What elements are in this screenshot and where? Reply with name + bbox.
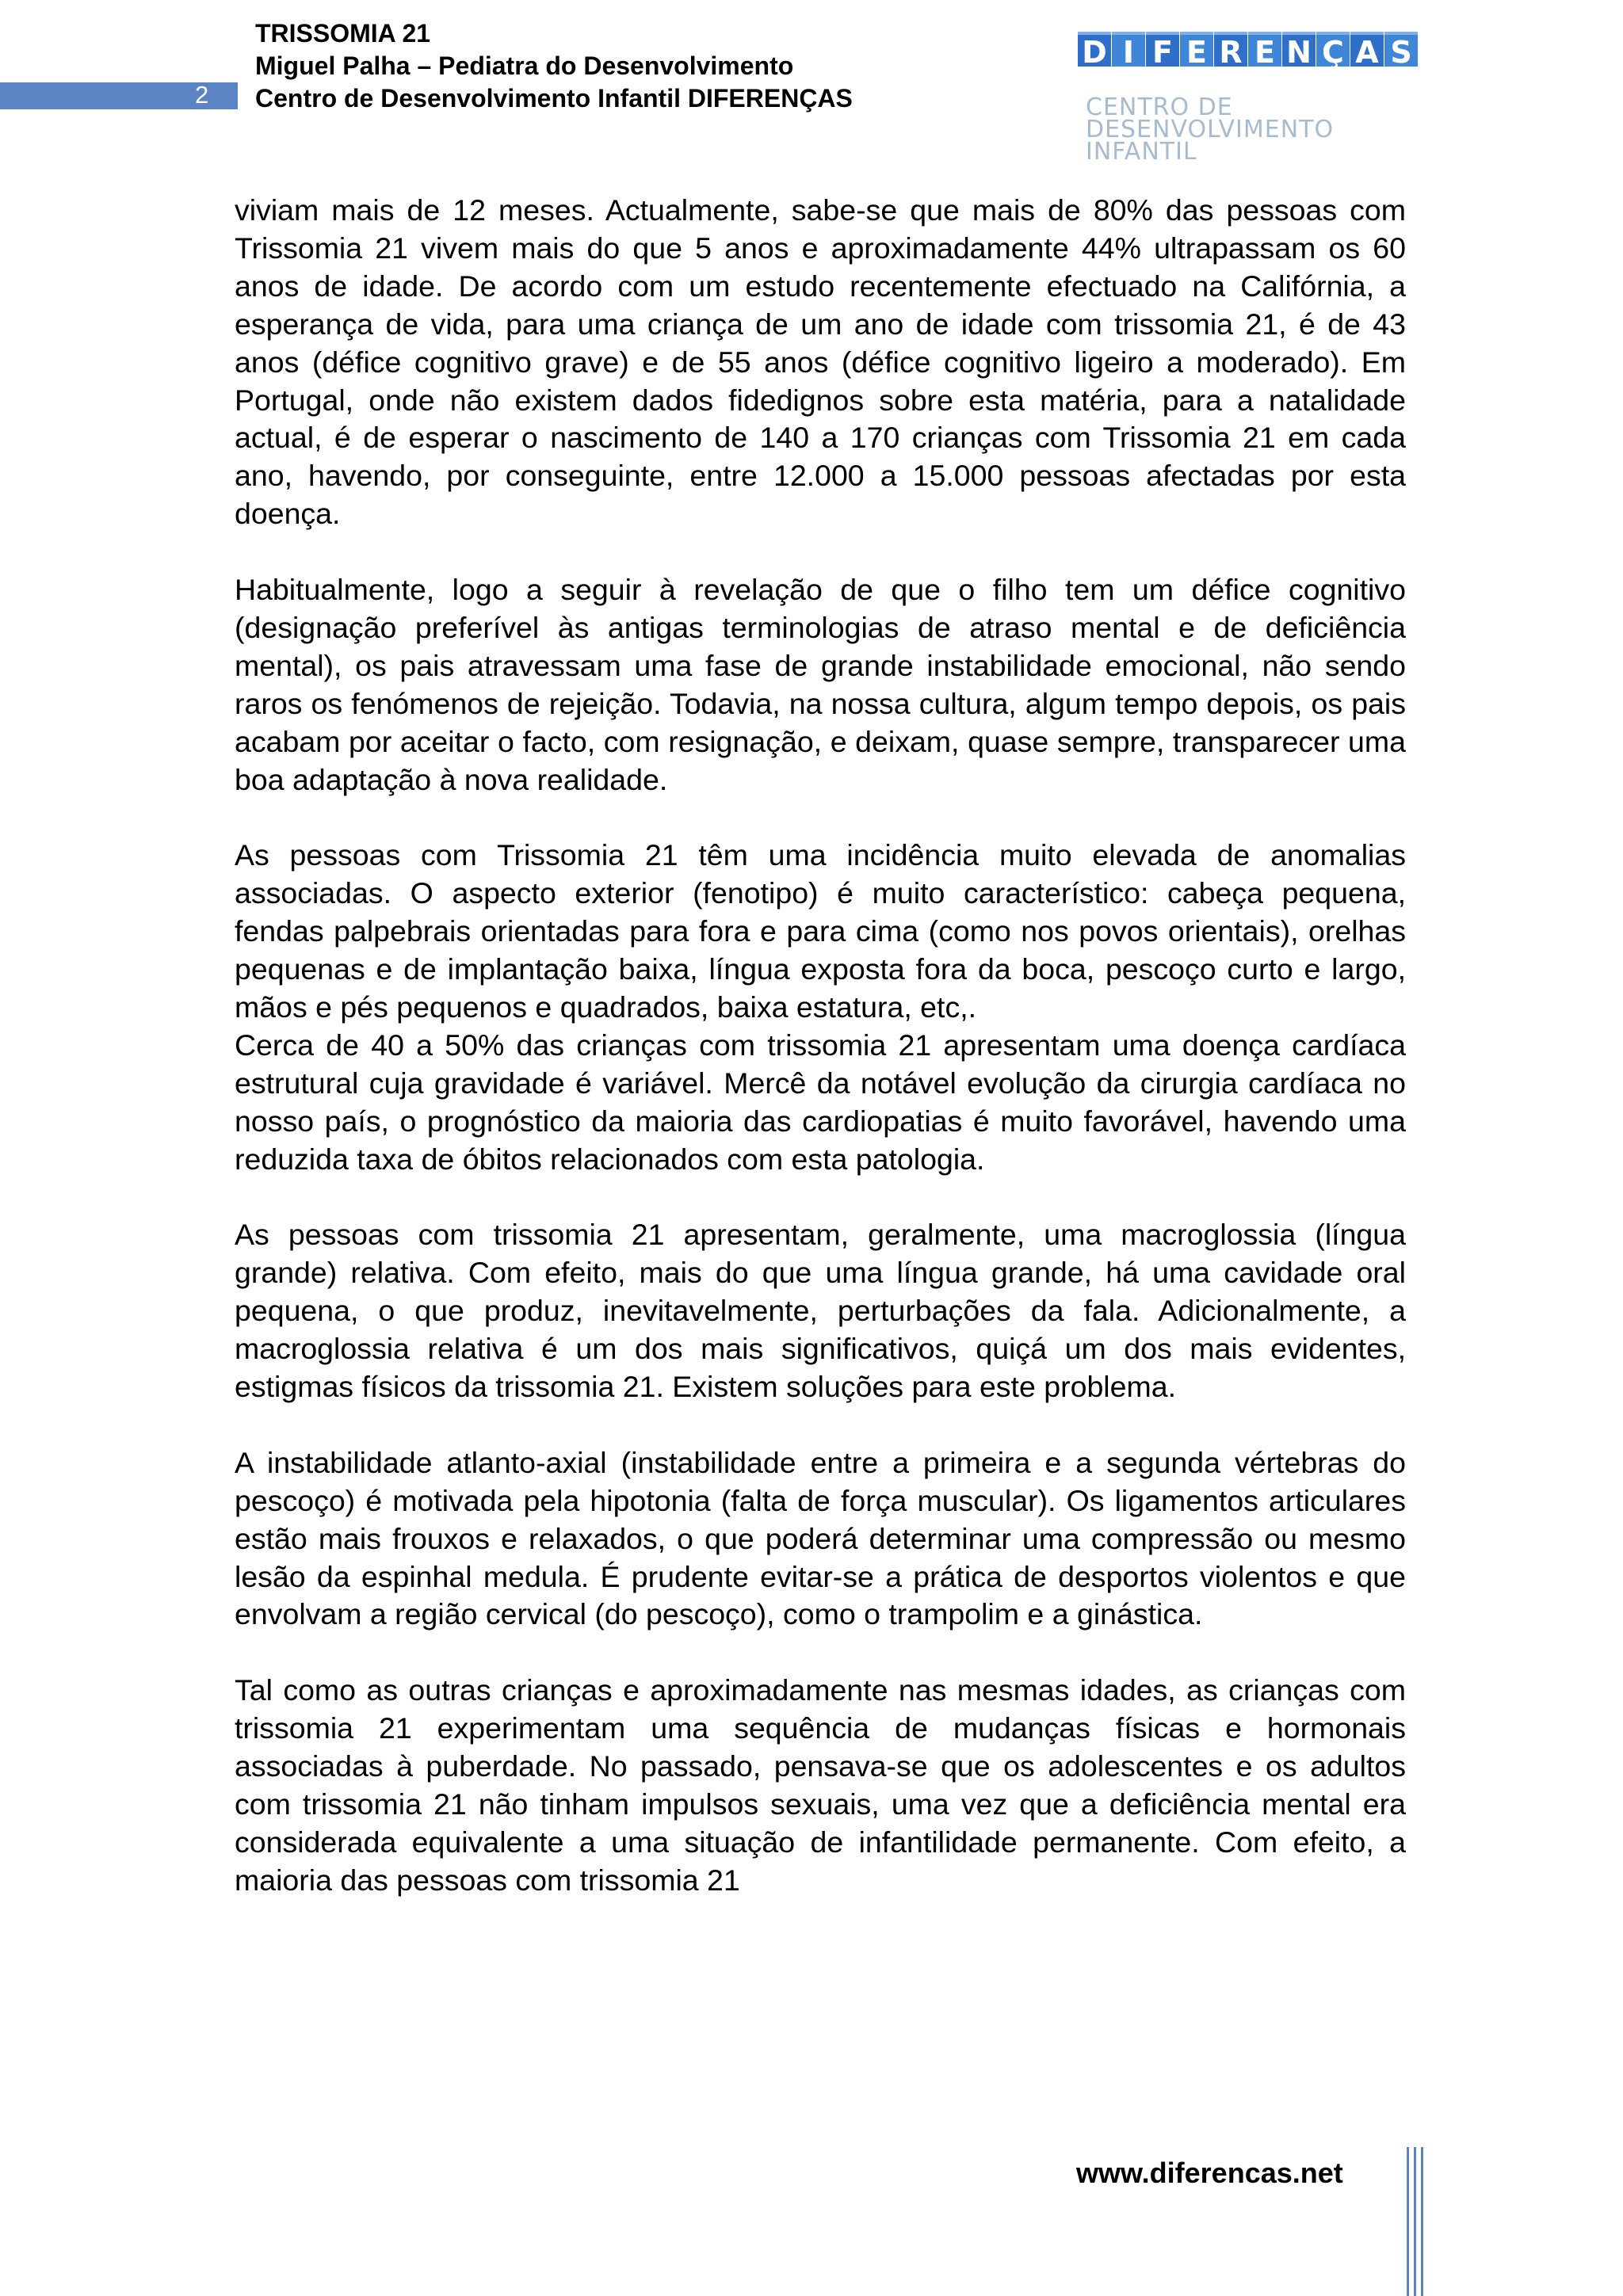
logo-letter: S	[1384, 32, 1418, 67]
footer-decorative-rules	[1407, 2147, 1429, 2296]
paragraph-parental-reaction: Habitualmente, logo a seguir à revelação de que o filho tem um défice cognitivo (designação preferível às antigas terminologias de atraso mental e de deficiência mental), os pais atravessam uma fase de grande instabilidade emocional, não sendo raros os fenómenos de rejeição. Todavia, na nossa cultura, algum tempo depois, os pais acabam por aceitar o facto, com resignação, e deixam, quase sempre, transparecer uma boa adaptação à nova realidade.	[235, 573, 1406, 796]
logo-letter: I	[1112, 32, 1145, 67]
paragraph-macroglossia: As pessoas com trissomia 21 apresentam, geralmente, uma macroglossia (língua grande) relativa. Com efeito, mais do que uma língua grande, há uma cavidade oral pequena, o que produz, inevitavelmente, perturbações da fala. Adicionalmente, a macroglossia relativa é um dos mais significativos, quiçá um dos mais evidentes, estigmas físicos da trissomia 21. Existem soluções para este problema.	[235, 1218, 1406, 1404]
logo-subtitle-line: INFANTIL	[1086, 138, 1197, 166]
logo-letter: F	[1146, 32, 1179, 67]
logo-letter: R	[1214, 32, 1247, 67]
logo-letter: E	[1180, 32, 1213, 67]
paragraph-atlanto-axial: A instabilidade atlanto-axial (instabilidade entre a primeira e a segunda vértebras do pescoço) é motivada pela hipotonia (falta de força muscular). Os ligamentos articulares estão mais frouxos e relaxados, o que poderá determinar uma compressão ou mesmo lesão da espinhal medula. É prudente evitar-se a prática de desportos violentos e que envolvam a região cervical (do pescoço), como o trampolim e a ginástica.	[235, 1445, 1406, 1631]
document-body	[235, 192, 1406, 1900]
page-number: 2	[195, 81, 209, 109]
logo-subtitle	[1086, 93, 1335, 166]
paragraph-phenotype: As pessoas com Trissomia 21 têm uma incidência muito elevada de anomalias associadas. O aspecto exterior (fenotipo) é muito característico: cabeça pequena, fendas palpebrais orientadas para fora e para cima (como nos povos orientais), orelhas pequenas e de implantação baixa, língua exposta fora da boca, pescoço curto e largo, mãos e pés pequenos e quadrados, baixa estatura, etc,.	[235, 838, 1406, 1024]
logo-wordmark	[1078, 32, 1419, 70]
footer-website: www.diferencas.net	[1076, 2157, 1343, 2189]
paragraph-spacer	[235, 1406, 1406, 1444]
paragraph-cardiac: Cerca de 40 a 50% das crianças com trissomia 21 apresentam uma doença cardíaca estrutural cuja gravidade é variável. Mercê da notável evolução da cirurgia cardíaca no nosso país, o prognóstico da maioria das cardiopatias é muito favorável, havendo uma reduzida taxa de óbitos relacionados com esta patologia.	[235, 1028, 1406, 1176]
paragraph-puberty: Tal como as outras crianças e aproximadamente nas mesmas idades, as crianças com trissomia 21 experimentam uma sequência de mudanças físicas e hormonais associadas à puberdade. No passado, pensava-se que os adolescentes e os adultos com trissomia 21 não tinham impulsos sexuais, uma vez que a deficiência mental era considerada equivalente a uma situação de infantilidade permanente. Com efeito, a maioria das pessoas com trissomia 21	[235, 1673, 1406, 1897]
logo-letter: E	[1248, 32, 1281, 67]
paragraph-spacer	[235, 799, 1406, 837]
logo-letter: Ç	[1316, 32, 1350, 67]
logo-subtitle-line: DESENVOLVIMENTO	[1086, 116, 1335, 143]
paragraph-life-expectancy: viviam mais de 12 meses. Actualmente, sabe-se que mais de 80% das pessoas com Trissomia 21 vivem mais do que 5 anos e aproximadamente 44% ultrapassam os 60 anos de idade. De acordo com um estudo recentemente efectuado na Califórnia, a esperança de vida, para uma criança de um ano de idade com trissomia 21, é de 43 anos (défice cognitivo grave) e de 55 anos (défice cognitivo ligeiro a moderado). Em Portugal, onde não existem dados fidedignos sobre esta matéria, para a natalidade actual, é de esperar o nascimento de 140 a 170 crianças com Trissomia 21 em cada ano, havendo, por conseguinte, entre 12.000 a 15.000 pessoas afectadas por esta doença.	[235, 193, 1406, 531]
header-title: TRISSOMIA 21	[255, 19, 431, 48]
logo-letter: N	[1282, 32, 1316, 67]
paragraph-spacer	[235, 1179, 1406, 1217]
paragraph-spacer	[235, 533, 1406, 571]
header-organization: Centro de Desenvolvimento Infantil DIFERENÇAS	[255, 84, 853, 113]
paragraph-spacer	[235, 1634, 1406, 1672]
running-header	[255, 17, 853, 115]
logo-subtitle-line: CENTRO DE	[1086, 93, 1233, 121]
header-author: Miguel Palha – Pediatra do Desenvolvimento	[255, 51, 794, 80]
diferencas-logo	[1078, 32, 1412, 170]
logo-letter: A	[1350, 32, 1384, 67]
logo-letter: D	[1078, 32, 1111, 67]
